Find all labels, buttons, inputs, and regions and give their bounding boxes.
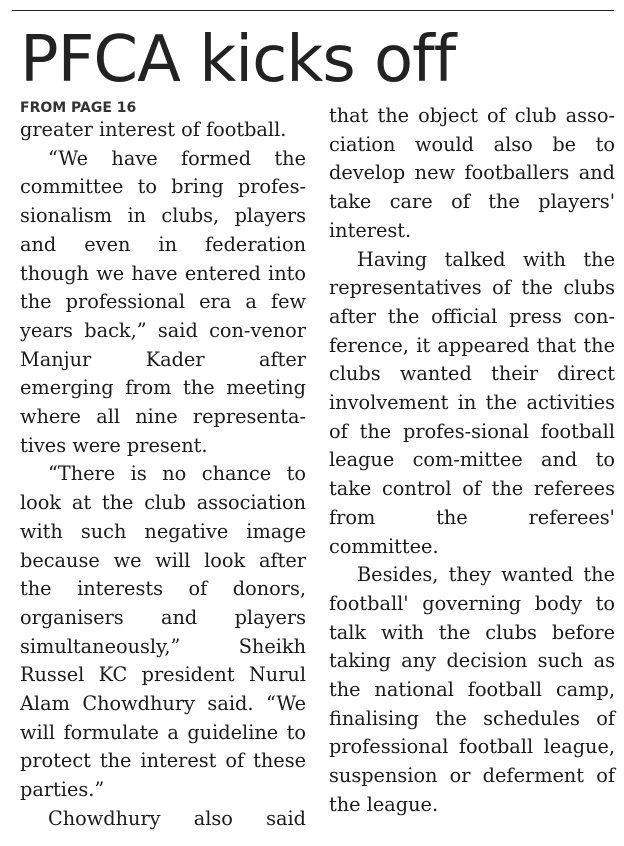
paragraph: Having talked with the representatives of the clubs after the official press con-ference, it appeared that the clubs wanted their direct involvement in the activities of the profes-sional football league com-mittee and to take control of the referees from the referees' committee. (329, 247, 615, 558)
paragraph: “We have formed the committee to bring profes-sionalism in clubs, players and even in federation though we have entered into the professional era a few years back,” said con-venor Manjur Kader after emerging from the meeting where all nine representa-tives were present. (20, 146, 306, 457)
article-column-left (20, 100, 306, 834)
paragraph: that the object of club asso-ciation would also be to develop new footballers and take care of the players' interest. (329, 104, 615, 242)
article-column-right (329, 102, 615, 820)
paragraph: Chowdhury also said (48, 806, 306, 830)
headline: PFCA kicks off (20, 23, 456, 97)
top-rule (12, 10, 614, 11)
paragraph: greater interest of football. (20, 118, 287, 141)
paragraph: Besides, they wanted the football' governing body to talk with the clubs before taking any decision such as the national football camp, finalising the schedules of professional football league, suspension or deferment of the league. (329, 563, 615, 816)
top-clipped-text (12, 0, 614, 9)
kicker-from-page: FROM PAGE 16 (20, 100, 137, 116)
paragraph: “There is no chance to look at the club association with such negative image because we will look after the interests of donors, organisers and players simultaneously,” Sheikh Russel KC president Nurul Alam Chowdhury said. “We will formulate a guideline to protect the interest of these parties.” (20, 462, 306, 802)
